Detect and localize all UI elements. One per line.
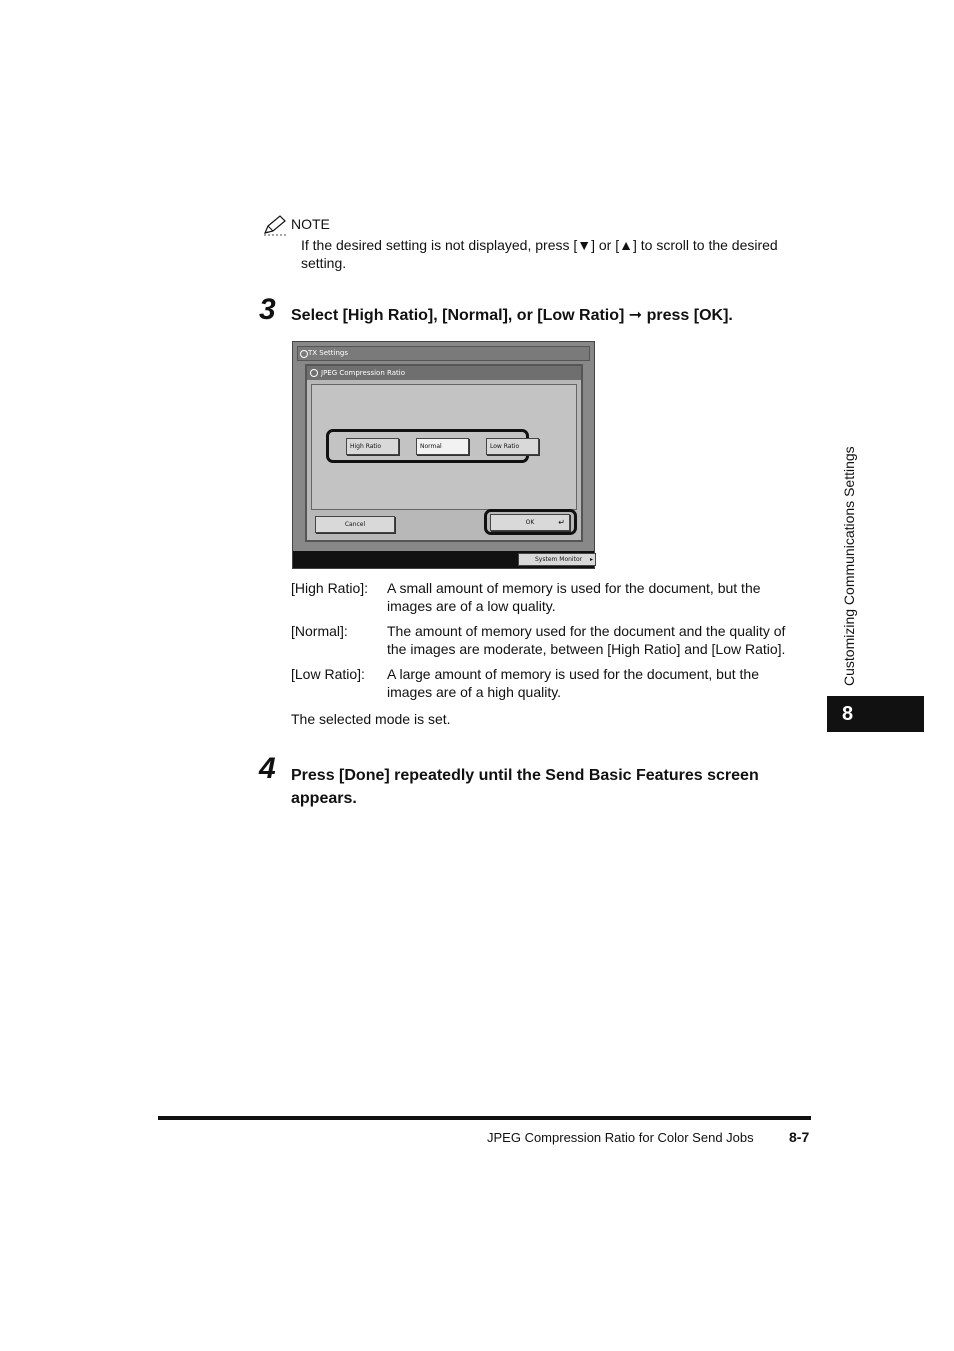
high-ratio-button[interactable]: High Ratio: [346, 438, 399, 455]
note-label: NOTE: [291, 216, 330, 232]
ok-button-label: OK: [525, 519, 535, 526]
system-monitor-button[interactable]: [518, 553, 596, 566]
jpeg-dialog-title: JPEG Compression Ratio: [321, 369, 405, 377]
definition-term: [Normal]:: [291, 623, 348, 639]
definition-description: A small amount of memory is used for the document, but the images are of a low quality.: [387, 580, 761, 614]
system-monitor-label: System Monitor: [535, 556, 583, 563]
chapter-side-title: Customizing Communications Settings: [841, 446, 857, 686]
note-text: If the desired setting is not displayed, press [▼] or [▲] to scroll to the desired setting.: [301, 237, 778, 271]
cancel-button[interactable]: Cancel: [315, 516, 395, 533]
tx-settings-titlebar: [297, 346, 590, 361]
step-3-instruction: Select [High Ratio], [Normal], or [Low Ratio] ➞ press [OK].: [291, 307, 733, 324]
definition-description: A large amount of memory is used for the document, but the images are of a high quality.: [387, 666, 759, 700]
page-number: 8-7: [789, 1129, 810, 1145]
definition-high-ratio: [291, 579, 811, 615]
arrow-right-icon: ▸: [589, 556, 593, 563]
step-4-instruction: Press [Done] repeatedly until the Send Basic Features screen appears.: [291, 767, 759, 807]
note-pencil-icon: [262, 214, 288, 236]
settings-icon: [310, 369, 318, 377]
selected-mode-text: The selected mode is set.: [291, 711, 451, 727]
ok-button[interactable]: [490, 514, 570, 531]
jpeg-compression-screenshot: [292, 341, 595, 569]
chapter-number-tab: 8: [827, 696, 924, 732]
definition-term: [High Ratio]:: [291, 580, 369, 596]
jpeg-dialog-titlebar: [307, 366, 581, 380]
definition-list: [291, 579, 811, 708]
footer-rule: [158, 1116, 811, 1120]
definition-term: [Low Ratio]:: [291, 666, 365, 682]
step-number-3: 3: [259, 293, 276, 326]
tx-settings-title: TX Settings: [308, 349, 349, 357]
footer-section-title: JPEG Compression Ratio for Color Send Jobs: [487, 1130, 754, 1145]
low-ratio-button[interactable]: Low Ratio: [486, 438, 539, 455]
settings-icon: [300, 350, 308, 358]
step-number-4: 4: [259, 752, 276, 785]
normal-button[interactable]: Normal: [416, 438, 469, 455]
enter-icon: ↵: [558, 518, 565, 527]
definition-description: The amount of memory used for the document and the quality of the images are moderate, between [High Ratio] and [Low Ratio].: [387, 623, 786, 657]
definition-low-ratio: [291, 665, 811, 701]
definition-normal: [291, 622, 811, 658]
